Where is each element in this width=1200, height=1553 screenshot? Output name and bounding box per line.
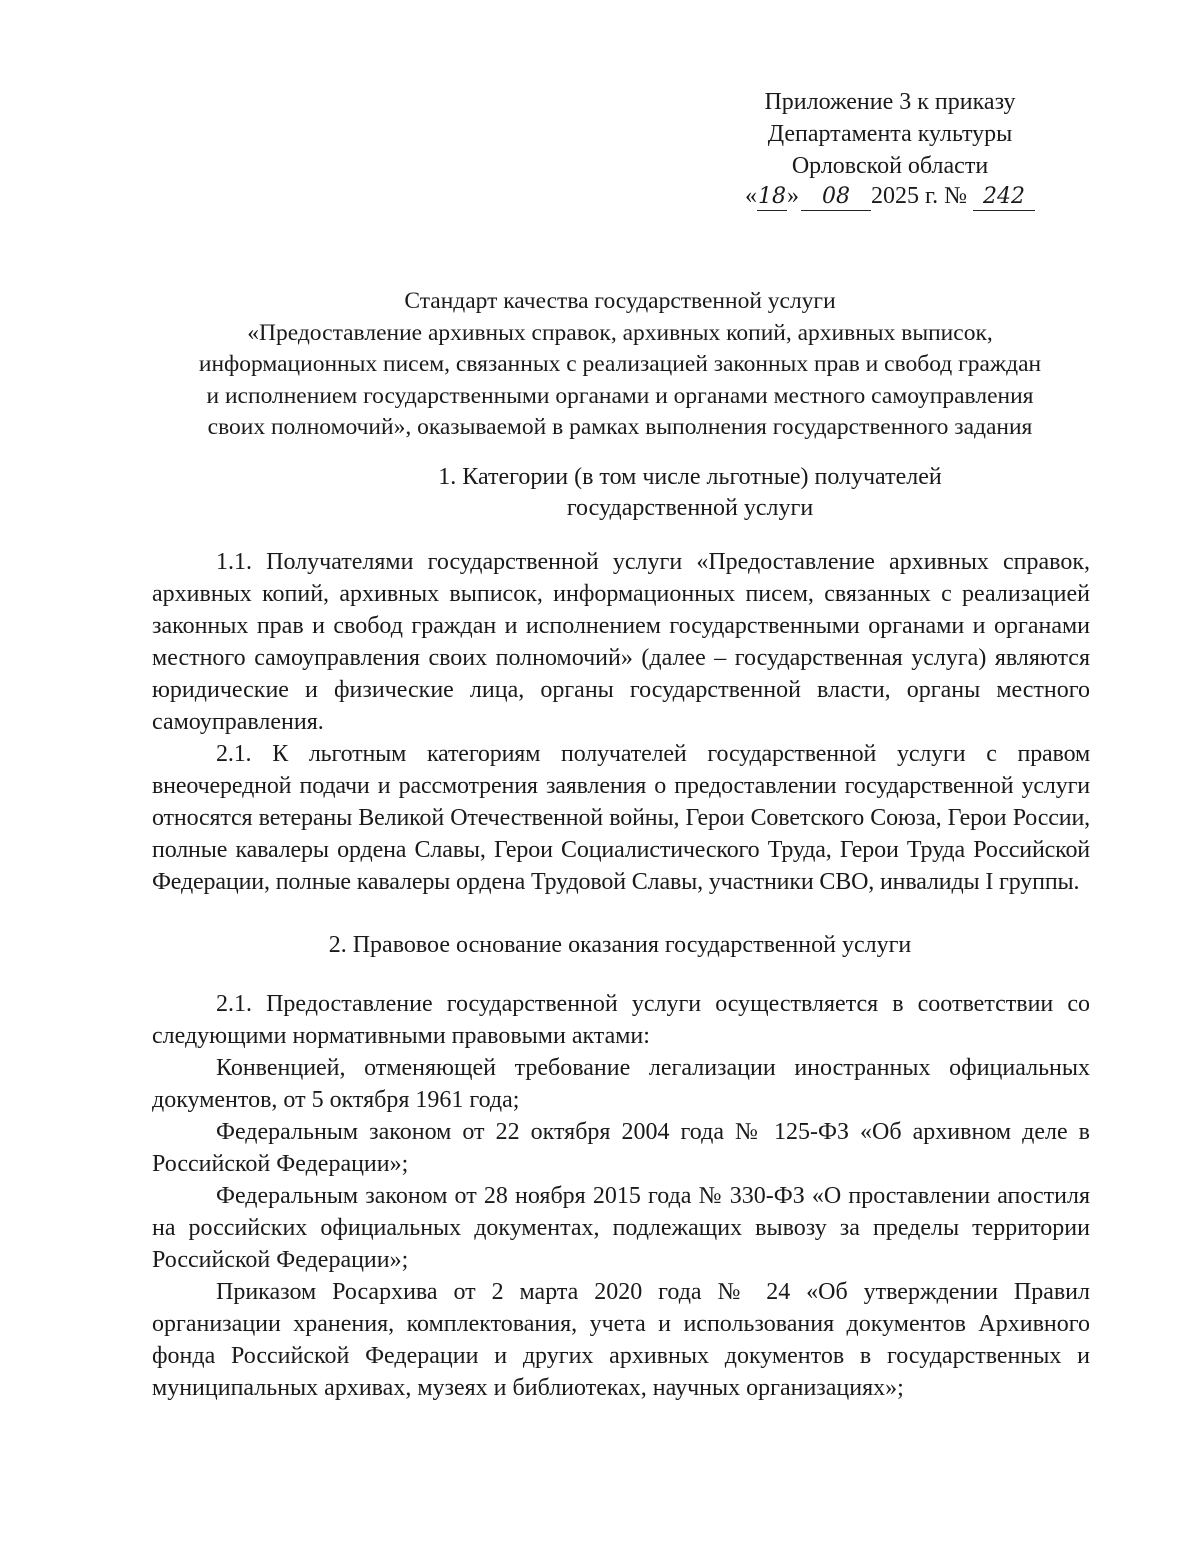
paragraph-rosarchiv-order: Приказом Росархива от 2 марта 2020 года № 24 «Об утверждении Правил организации хранения, комплектования, учета и использования документов Архивного фонда Российской Федерации и других архивных документов в государственных и муниципальных архивах, музеях и библиотеках, научных организациях»; (152, 1279, 1090, 1401)
paragraph-2-1-benefits: 2.1. К льготным категориям получателей государственной услуги с правом внеочередной подачи и рассмотрения заявления о предоставлении государственной услуги относятся ветераны Великой Отечественной войны, Герои Советского Союза, Герои России, полные кавалеры ордена Славы, Герои Социалистического Труда, Герои Труда Российской Федерации, полные кавалеры ордена Трудовой Славы, участники СВО, инвалиды I группы. (152, 741, 1090, 895)
document-title (150, 286, 1090, 444)
section-2-heading-line: 2. Правовое основание оказания государственной услуги (328, 932, 912, 958)
approval-block (720, 86, 1060, 212)
section-1-heading-line-2: государственной услуги (566, 495, 814, 521)
handwritten-order-number: 242 (973, 184, 1035, 211)
paragraph-convention: Конвенцией, отменяющей требование легализации иностранных официальных документов, от 5 октября 1961 года; (152, 1055, 1090, 1113)
title-line-5: своих полномочий», оказываемой в рамках выполнения государственного задания (207, 414, 1033, 440)
title-line-4: и исполнением государственными органами и органами местного самоуправления (206, 382, 1034, 409)
section-1-heading (150, 462, 1090, 524)
paragraph-2-1-legal-basis: 2.1. Предоставление государственной услуги осуществляется в соответствии со следующими нормативными правовыми актами: (152, 991, 1090, 1049)
date-close-quote: » (786, 183, 799, 209)
paragraph-1-1: 1.1. Получателями государственной услуги «Предоставление архивных справок, архивных копий, архивных выписок, информационных писем, связанных с реализацией законных прав и свобод граждан и исполнением государственными органами и органами местного самоуправления своих полномочий» (далее – государственная услуга) являются юридические и физические лица, органы государственной власти, органы местного самоуправления. (152, 549, 1090, 735)
date-year-label: 2025 г. № (870, 183, 968, 209)
section-1-body (152, 546, 1090, 898)
title-line-1: Стандарт качества государственной услуги (404, 288, 836, 314)
title-line-3: информационных писем, связанных с реализацией законных прав и свобод граждан (198, 351, 1042, 377)
date-open-quote: « (744, 183, 757, 209)
approval-line-3: Орловской области (791, 153, 989, 179)
section-2-heading (150, 930, 1090, 961)
approval-date-line (720, 180, 1060, 212)
paragraph-law-330: Федеральным законом от 28 ноября 2015 года № 330-ФЗ «О проставлении апостиля на российских официальных документах, подлежащих вывозу за пределы территории Российской Федерации»; (152, 1183, 1090, 1273)
approval-line-1: Приложение 3 к приказу (764, 89, 1016, 115)
paragraph-law-125: Федеральным законом от 22 октября 2004 года № 125-ФЗ «Об архивном деле в Российской Федерации»; (152, 1119, 1090, 1177)
handwritten-day: 18 (757, 184, 786, 209)
section-2-body (152, 988, 1090, 1404)
approval-line-2: Департамента культуры (767, 121, 1013, 147)
title-line-2: «Предоставление архивных справок, архивных копий, архивных выписок, (247, 319, 993, 346)
handwritten-month: 08 (801, 184, 871, 211)
section-1-heading-line-1: 1. Категории (в том числе льготные) получателей (438, 464, 942, 490)
